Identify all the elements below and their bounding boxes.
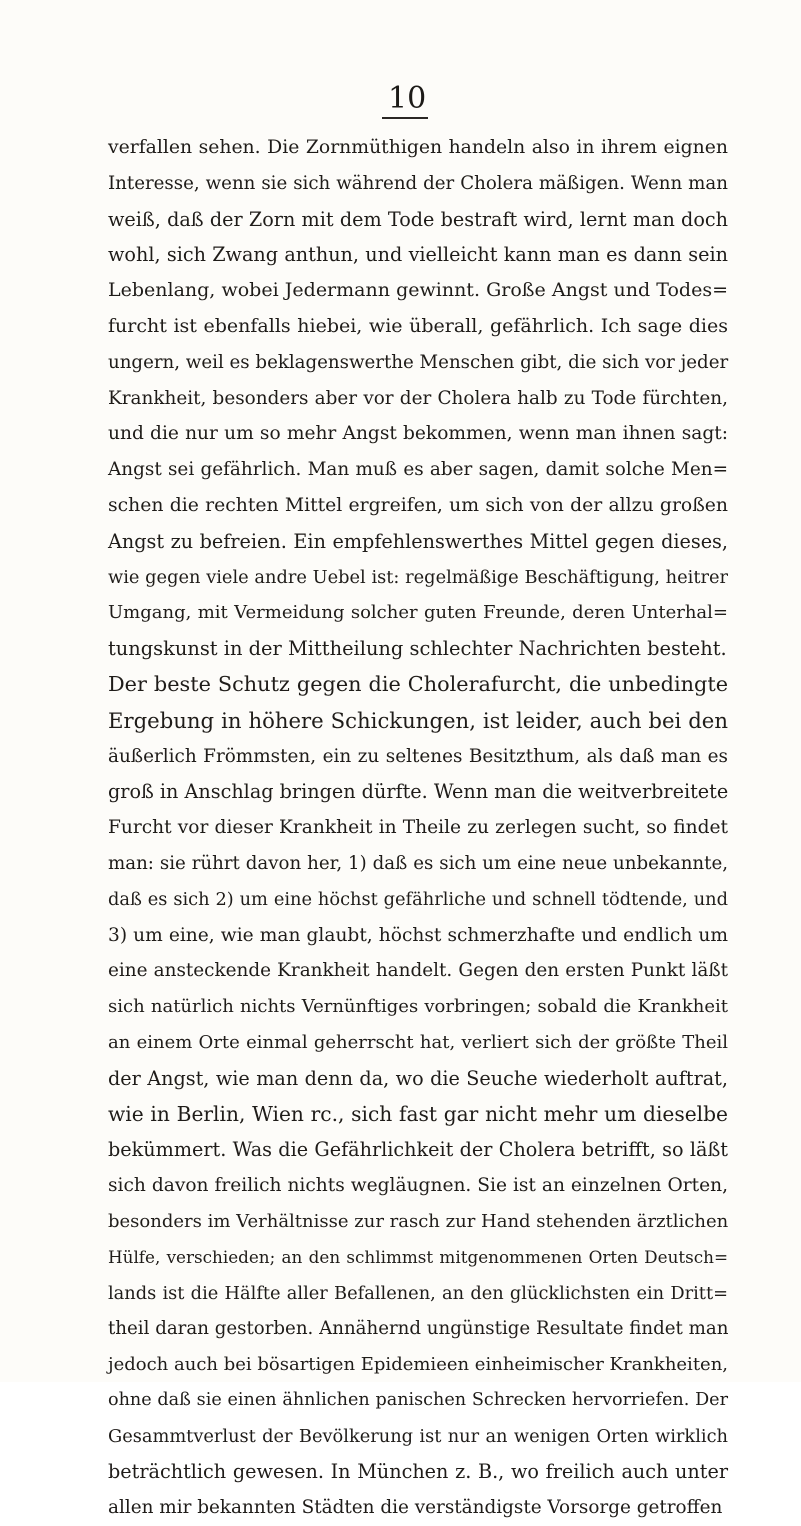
text-line: Krankheit, besonders aber vor der Cholera halb zu Tode fürchten,	[108, 387, 728, 409]
page-number-underline	[382, 117, 428, 119]
text-line: besonders im Verhältnisse zur rasch zur Hand stehenden ärztlichen	[108, 1210, 729, 1232]
text-line: man: sie rührt davon her, 1) daß es sich um eine neue unbekannte,	[108, 852, 728, 874]
text-line: wie in Berlin, Wien rc., sich fast gar nicht mehr um dieselbe	[108, 1101, 728, 1126]
text-line: wie gegen viele andre Uebel ist: regelmäßige Beschäftigung, heitrer	[108, 566, 728, 588]
text-line: weiß, daß der Zorn mit dem Tode bestraft wird, lernt man doch	[108, 207, 728, 231]
text-line: Furcht vor dieser Krankheit in Theile zu zerlegen sucht, so findet	[108, 817, 728, 839]
text-line: beträchtlich gewesen. In München z. B., wo freilich auch unter	[108, 1460, 728, 1484]
text-line: lands ist die Hälfte aller Befallenen, an den glücklichsten ein Dritt=	[108, 1282, 728, 1304]
text-line: Umgang, mit Vermeidung solcher guten Freunde, deren Unterhal=	[108, 602, 728, 624]
text-line: verfallen sehen. Die Zornmüthigen handeln also in ihrem eignen	[108, 137, 728, 158]
text-line: Lebenlang, wobei Jedermann gewinnt. Große Angst und Todes=	[108, 279, 728, 302]
text-line: jedoch auch bei bösartigen Epidemieen einheimischer Krankheiten,	[108, 1354, 729, 1376]
text-line: Ergebung in höhere Schickungen, ist leider, auch bei den	[108, 707, 728, 733]
text-line: der Angst, wie man denn da, wo die Seuche wiederholt auftrat,	[108, 1066, 728, 1090]
text-line: sich davon freilich nichts wegläugnen. Sie ist an einzelnen Orten,	[108, 1175, 728, 1197]
text-line: wohl, sich Zwang anthun, und vielleicht kann man es dann sein	[108, 243, 728, 267]
text-line: Angst sei gefährlich. Man muß es aber sagen, damit solche Men=	[108, 459, 728, 481]
text-line: und die nur um so mehr Angst bekommen, wenn man ihnen sagt:	[108, 423, 728, 445]
text-line: allen mir bekannten Städten die verständigste Vorsorge getroffen	[108, 1497, 723, 1519]
text-line: theil daran gestorben. Annähernd ungünstige Resultate findet man	[108, 1318, 729, 1340]
text-line: an einem Orte einmal geherrscht hat, verliert sich der größte Theil	[108, 1031, 728, 1053]
text-line: daß es sich 2) um eine höchst gefährliche und schnell tödtende, und	[108, 888, 728, 910]
text-line: 3) um eine, wie man glaubt, höchst schmerzhafte und endlich um	[108, 924, 728, 946]
text-line: tungskunst in der Mittheilung schlechter Nachrichten besteht.	[108, 637, 727, 661]
page-number: 10	[388, 81, 427, 116]
text-line: eine ansteckende Krankheit handelt. Gegen den ersten Punkt läßt	[108, 960, 728, 982]
body-text	[108, 130, 728, 1526]
text-line: bekümmert. Was die Gefährlichkeit der Cholera betrifft, so läßt	[108, 1138, 728, 1162]
text-line: Interesse, wenn sie sich während der Cholera mäßigen. Wenn man	[108, 172, 728, 194]
text-line: sich natürlich nichts Vernünftiges vorbringen; sobald die Krankheit	[108, 996, 728, 1018]
text-line: Gesammtverlust der Bevölkerung ist nur an wenigen Orten wirklich	[108, 1425, 728, 1447]
text-line: Der beste Schutz gegen die Cholerafurcht, die unbedingte	[108, 671, 728, 696]
text-line: Hülfe, verschieden; an den schlimmst mitgenommenen Orten Deutsch=	[108, 1246, 728, 1267]
text-line: schen die rechten Mittel ergreifen, um sich von der allzu großen	[108, 494, 728, 516]
text-line: äußerlich Frömmsten, ein zu seltenes Besitzthum, als daß man es	[108, 745, 728, 767]
text-line: ungern, weil es beklagenswerthe Menschen gibt, die sich vor jeder	[108, 351, 729, 373]
text-line: furcht ist ebenfalls hiebei, wie überall, gefährlich. Ich sage dies	[108, 314, 728, 337]
text-line: groß in Anschlag bringen dürfte. Wenn man die weitverbreitete	[108, 780, 729, 804]
text-line: Angst zu befreien. Ein empfehlenswerthes Mittel gegen dieses,	[108, 529, 728, 553]
text-line: ohne daß sie einen ähnlichen panischen Schrecken hervorriefen. Der	[108, 1389, 728, 1410]
